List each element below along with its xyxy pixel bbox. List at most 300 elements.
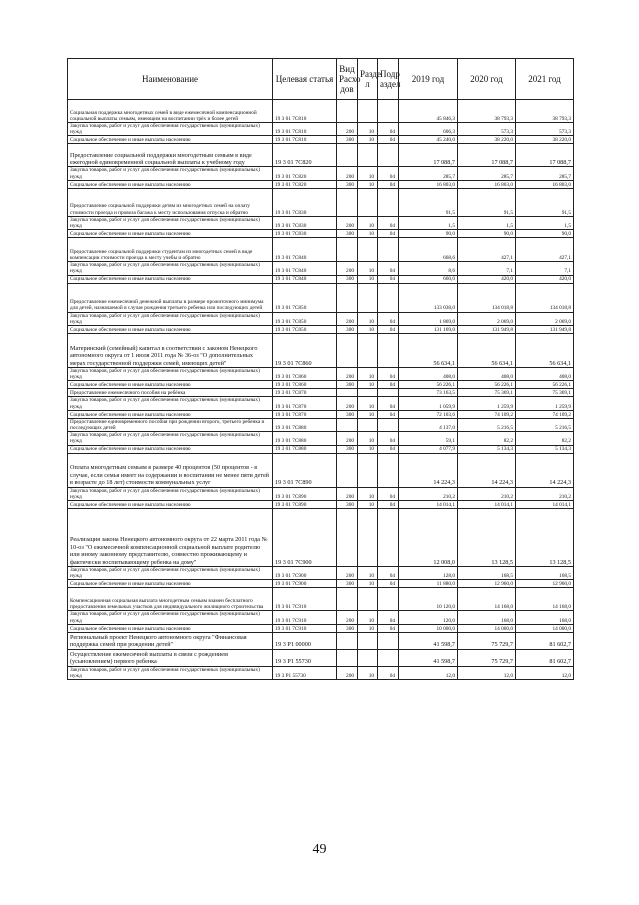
row-section-cell: 10 <box>358 312 378 325</box>
row-section-cell <box>358 453 378 487</box>
row-article-cell: 19 3 01 7С840 <box>273 262 337 275</box>
row-2019-cell: 1 869,0 <box>399 312 458 325</box>
budget-table-sheet <box>67 58 573 680</box>
table-row <box>68 262 574 275</box>
row-subsection-cell <box>378 632 399 649</box>
row-2019-cell: 668,6 <box>399 238 458 262</box>
row-name-cell: Предоставление социальной поддержки студентам из многодетных семей в виде компенсации стоимости проезда к месту учебы и обратно <box>68 238 273 262</box>
row-2019-cell: 56 226,1 <box>399 381 458 389</box>
row-subsection-cell: 04 <box>378 275 399 283</box>
table-row <box>68 216 574 229</box>
row-2021-cell: 81 602,7 <box>516 632 574 649</box>
row-2021-cell: 1,5 <box>516 216 574 229</box>
table-row <box>68 487 574 500</box>
header-2019: 2019 год <box>399 59 458 100</box>
row-2020-cell: 90,0 <box>458 230 516 238</box>
row-2021-cell: 38 793,3 <box>516 100 574 123</box>
row-expense-type-cell <box>337 588 358 611</box>
row-subsection-cell: 04 <box>378 611 399 624</box>
table-row <box>68 389 574 397</box>
row-subsection-cell: 04 <box>378 381 399 389</box>
row-article-cell: 19 3 01 7С850 <box>273 283 337 312</box>
row-section-cell: 10 <box>358 123 378 136</box>
row-2020-cell: 38 220,0 <box>458 136 516 144</box>
header-2020: 2020 год <box>458 59 516 100</box>
row-name-cell: Реализация закона Ненецкого автономного округа от 22 марта 2011 года № 10-оз "О ежемесячной компенсационной социальной выплате родителю или иному законному представителю, совместно проживающему и фактически воспитывающему ребенка на дому" <box>68 509 273 567</box>
row-2021-cell: 81 602,7 <box>516 649 574 666</box>
row-name-cell: Закупка товаров, работ и услуг для обеспечения государственных (муниципальных) нужд <box>68 487 273 500</box>
row-subsection-cell: 04 <box>378 410 399 418</box>
row-subsection-cell <box>378 100 399 123</box>
row-section-cell: 10 <box>358 262 378 275</box>
row-article-cell: 19 3 01 7С830 <box>273 216 337 229</box>
row-2021-cell: 134 018,8 <box>516 283 574 312</box>
row-2019-cell: 41 598,7 <box>399 632 458 649</box>
row-2021-cell: 16 803,0 <box>516 180 574 188</box>
row-2020-cell: 56 634,1 <box>458 334 516 368</box>
budget-table <box>67 58 574 680</box>
header-article: Целевая статья <box>273 59 337 100</box>
row-2021-cell: 12,0 <box>516 666 574 679</box>
row-2019-cell: 285,7 <box>399 167 458 180</box>
row-subsection-cell <box>378 283 399 312</box>
row-2019-cell: 10 000,0 <box>399 624 458 632</box>
row-expense-type-cell: 300 <box>337 445 358 453</box>
row-expense-type-cell: 200 <box>337 312 358 325</box>
row-expense-type-cell: 300 <box>337 410 358 418</box>
row-expense-type-cell: 300 <box>337 624 358 632</box>
row-2019-cell: 120,0 <box>399 611 458 624</box>
row-2021-cell: 1 259,9 <box>516 397 574 410</box>
row-subsection-cell: 04 <box>378 180 399 188</box>
row-subsection-cell <box>378 418 399 431</box>
row-expense-type-cell: 300 <box>337 501 358 509</box>
row-2019-cell: 56 634,1 <box>399 334 458 368</box>
row-2019-cell: 90,0 <box>399 230 458 238</box>
row-2020-cell: 2 069,0 <box>458 312 516 325</box>
row-2021-cell: 210,2 <box>516 487 574 500</box>
row-2020-cell: 38 793,3 <box>458 100 516 123</box>
table-row <box>68 188 574 216</box>
row-subsection-cell: 04 <box>378 230 399 238</box>
row-2019-cell: 131 169,0 <box>399 326 458 334</box>
row-2020-cell: 573,3 <box>458 123 516 136</box>
table-row <box>68 445 574 453</box>
table-row <box>68 666 574 679</box>
row-2021-cell: 56 226,1 <box>516 381 574 389</box>
table-row <box>68 580 574 588</box>
row-subsection-cell: 04 <box>378 580 399 588</box>
row-article-cell: 19 3 01 7С880 <box>273 418 337 431</box>
header-name: Наименование <box>68 59 273 100</box>
row-subsection-cell <box>378 238 399 262</box>
row-2020-cell: 168,5 <box>458 567 516 580</box>
row-2020-cell: 14 014,1 <box>458 501 516 509</box>
row-section-cell: 10 <box>358 180 378 188</box>
row-2020-cell: 420,0 <box>458 275 516 283</box>
row-2020-cell: 427,1 <box>458 238 516 262</box>
row-section-cell: 10 <box>358 624 378 632</box>
row-name-cell: Предоставление ежемесячного пособия на ребёнка <box>68 389 273 397</box>
row-section-cell: 10 <box>358 487 378 500</box>
table-row <box>68 381 574 389</box>
row-name-cell: Осуществление ежемесячной выплаты в связи с рождением (усыновлением) первого ребенка <box>68 649 273 666</box>
row-2019-cell: 12,0 <box>399 666 458 679</box>
row-expense-type-cell: 300 <box>337 180 358 188</box>
row-2019-cell: 45 846,3 <box>399 100 458 123</box>
row-expense-type-cell: 300 <box>337 326 358 334</box>
row-expense-type-cell <box>337 238 358 262</box>
table-row <box>68 167 574 180</box>
table-row <box>68 123 574 136</box>
row-2021-cell: 168,5 <box>516 567 574 580</box>
row-subsection-cell: 04 <box>378 123 399 136</box>
table-row <box>68 334 574 368</box>
row-name-cell: Социальное обеспечение и иные выплаты населению <box>68 410 273 418</box>
row-2020-cell: 12 960,0 <box>458 580 516 588</box>
row-article-cell: 19 3 01 7С860 <box>273 368 337 381</box>
row-subsection-cell: 04 <box>378 567 399 580</box>
row-section-cell <box>358 144 378 167</box>
row-subsection-cell: 04 <box>378 624 399 632</box>
row-expense-type-cell: 200 <box>337 368 358 381</box>
row-2021-cell: 427,1 <box>516 238 574 262</box>
row-article-cell: 19 3 01 7С900 <box>273 567 337 580</box>
row-section-cell <box>358 389 378 397</box>
row-2021-cell: 91,5 <box>516 188 574 216</box>
row-expense-type-cell: 200 <box>337 666 358 679</box>
row-subsection-cell: 04 <box>378 501 399 509</box>
row-article-cell: 19 3 P1 55730 <box>273 666 337 679</box>
row-article-cell: 19 3 01 7С890 <box>273 501 337 509</box>
row-2021-cell: 12 960,0 <box>516 580 574 588</box>
row-expense-type-cell <box>337 144 358 167</box>
row-article-cell: 19 3 01 7С850 <box>273 326 337 334</box>
row-section-cell: 10 <box>358 230 378 238</box>
row-article-cell: 19 3 01 7С830 <box>273 188 337 216</box>
table-row <box>68 326 574 334</box>
row-article-cell: 19 3 01 7С890 <box>273 487 337 500</box>
table-row <box>68 230 574 238</box>
row-2021-cell: 90,0 <box>516 230 574 238</box>
row-2019-cell: 16 803,0 <box>399 180 458 188</box>
row-expense-type-cell <box>337 334 358 368</box>
row-section-cell <box>358 588 378 611</box>
row-2019-cell: 1 059,9 <box>399 397 458 410</box>
row-article-cell: 19 3 01 7С900 <box>273 580 337 588</box>
row-2021-cell: 14 000,0 <box>516 624 574 632</box>
row-expense-type-cell <box>337 283 358 312</box>
row-section-cell <box>358 649 378 666</box>
row-subsection-cell <box>378 588 399 611</box>
row-expense-type-cell <box>337 632 358 649</box>
row-expense-type-cell: 200 <box>337 216 358 229</box>
row-expense-type-cell <box>337 649 358 666</box>
table-row <box>68 453 574 487</box>
row-2020-cell: 1,5 <box>458 216 516 229</box>
row-expense-type-cell: 200 <box>337 123 358 136</box>
row-article-cell: 19 3 01 7С830 <box>273 230 337 238</box>
table-row <box>68 632 574 649</box>
row-name-cell: Закупка товаров, работ и услуг для обеспечения государственных (муниципальных) нужд <box>68 611 273 624</box>
row-article-cell: 19 3 01 7С910 <box>273 611 337 624</box>
row-section-cell: 10 <box>358 381 378 389</box>
row-article-cell: 19 3 01 7С840 <box>273 275 337 283</box>
row-expense-type-cell <box>337 389 358 397</box>
row-name-cell: Предоставление социальной поддержки многодетным семьям в виде ежегодной единовременной социальной выплаты к учебному году <box>68 144 273 167</box>
table-body <box>68 100 574 680</box>
table-row <box>68 180 574 188</box>
row-2021-cell: 285,7 <box>516 167 574 180</box>
row-section-cell <box>358 188 378 216</box>
row-subsection-cell: 04 <box>378 368 399 381</box>
row-2021-cell: 56 634,1 <box>516 334 574 368</box>
table-row <box>68 649 574 666</box>
row-2020-cell: 5 134,3 <box>458 445 516 453</box>
row-2021-cell: 14 168,0 <box>516 588 574 611</box>
row-expense-type-cell <box>337 509 358 567</box>
row-expense-type-cell: 300 <box>337 580 358 588</box>
row-subsection-cell <box>378 509 399 567</box>
row-section-cell: 10 <box>358 216 378 229</box>
row-2020-cell: 75 729,7 <box>458 649 516 666</box>
row-section-cell <box>358 283 378 312</box>
row-article-cell: 19 3 01 7С870 <box>273 389 337 397</box>
row-2021-cell: 74 109,2 <box>516 410 574 418</box>
row-2019-cell: 1,5 <box>399 216 458 229</box>
row-article-cell: 19 3 01 7С910 <box>273 588 337 611</box>
row-expense-type-cell: 200 <box>337 397 358 410</box>
row-name-cell: Социальное обеспечение и иные выплаты населению <box>68 326 273 334</box>
row-subsection-cell: 04 <box>378 666 399 679</box>
row-name-cell: Предоставление единовременного пособия при рождении второго, третьего ребенка и последующих детей <box>68 418 273 431</box>
row-name-cell: Закупка товаров, работ и услуг для обеспечения государственных (муниципальных) нужд <box>68 397 273 410</box>
row-article-cell: 19 3 01 7С860 <box>273 334 337 368</box>
row-2020-cell: 16 803,0 <box>458 180 516 188</box>
table-header-row <box>68 59 574 100</box>
row-expense-type-cell: 300 <box>337 381 358 389</box>
row-article-cell: 19 3 01 7С860 <box>273 381 337 389</box>
row-2019-cell: 45 240,0 <box>399 136 458 144</box>
row-name-cell: Закупка товаров, работ и услуг для обеспечения государственных (муниципальных) нужд <box>68 368 273 381</box>
row-2021-cell: 14 014,1 <box>516 501 574 509</box>
table-row <box>68 312 574 325</box>
row-2020-cell: 56 226,1 <box>458 381 516 389</box>
row-article-cell: 19 3 01 7С880 <box>273 445 337 453</box>
row-2021-cell: 131 949,8 <box>516 326 574 334</box>
row-2019-cell: 4 077,9 <box>399 445 458 453</box>
row-2019-cell: 606,3 <box>399 123 458 136</box>
row-2020-cell: 75 729,7 <box>458 632 516 649</box>
table-row <box>68 238 574 262</box>
row-2019-cell: 11 880,0 <box>399 580 458 588</box>
row-2019-cell: 408,0 <box>399 368 458 381</box>
row-name-cell: Социальная поддержка многодетных семей в виде ежемесячной компенсационной социальной выплаты семьям, имеющим на воспитании трёх и более детей <box>68 100 273 123</box>
header-expense-type: Вид Расхо дов <box>337 59 358 100</box>
row-name-cell: Предоставление ежемесячной денежной выплаты в размере прожиточного минимума для детей, назначаемой в случае рождения третьего ребенка или последующих детей <box>68 283 273 312</box>
row-name-cell: Закупка товаров, работ и услуг для обеспечения государственных (муниципальных) нужд <box>68 123 273 136</box>
row-2020-cell: 14 000,0 <box>458 624 516 632</box>
row-expense-type-cell <box>337 453 358 487</box>
header-section: Разде л <box>358 59 378 100</box>
table-row <box>68 410 574 418</box>
row-name-cell: Социальное обеспечение и иные выплаты населению <box>68 445 273 453</box>
row-subsection-cell: 04 <box>378 487 399 500</box>
row-expense-type-cell <box>337 418 358 431</box>
row-2021-cell: 420,0 <box>516 275 574 283</box>
row-subsection-cell: 04 <box>378 262 399 275</box>
row-expense-type-cell <box>337 188 358 216</box>
row-2019-cell: 17 088,7 <box>399 144 458 167</box>
row-name-cell: Социальное обеспечение и иные выплаты населению <box>68 275 273 283</box>
row-section-cell: 10 <box>358 275 378 283</box>
row-2020-cell: 14 168,0 <box>458 588 516 611</box>
row-section-cell: 10 <box>358 432 378 445</box>
row-2021-cell: 7,1 <box>516 262 574 275</box>
row-section-cell <box>358 418 378 431</box>
row-subsection-cell <box>378 144 399 167</box>
row-name-cell: Закупка товаров, работ и услуг для обеспечения государственных (муниципальных) нужд <box>68 262 273 275</box>
row-article-cell: 19 3 01 7С890 <box>273 453 337 487</box>
table-row <box>68 509 574 567</box>
row-2021-cell: 82,2 <box>516 432 574 445</box>
row-2019-cell: 14 224,3 <box>399 453 458 487</box>
row-expense-type-cell: 200 <box>337 611 358 624</box>
table-row <box>68 501 574 509</box>
row-article-cell: 19 3 P1 55730 <box>273 649 337 666</box>
row-name-cell: Социальное обеспечение и иные выплаты населению <box>68 180 273 188</box>
row-article-cell: 19 3 P1 00000 <box>273 632 337 649</box>
row-2020-cell: 74 109,2 <box>458 410 516 418</box>
row-expense-type-cell <box>337 100 358 123</box>
row-2020-cell: 14 224,3 <box>458 453 516 487</box>
row-name-cell: Социальное обеспечение и иные выплаты населению <box>68 136 273 144</box>
row-2019-cell: 73 163,5 <box>399 389 458 397</box>
row-2019-cell: 128,0 <box>399 567 458 580</box>
row-name-cell: Социальное обеспечение и иные выплаты населению <box>68 501 273 509</box>
row-section-cell: 10 <box>358 326 378 334</box>
row-article-cell: 19 3 01 7С870 <box>273 397 337 410</box>
row-name-cell: Социальное обеспечение и иные выплаты населению <box>68 230 273 238</box>
row-section-cell: 10 <box>358 410 378 418</box>
table-row <box>68 432 574 445</box>
row-2019-cell: 210,2 <box>399 487 458 500</box>
row-section-cell <box>358 100 378 123</box>
table-row <box>68 588 574 611</box>
row-subsection-cell: 04 <box>378 136 399 144</box>
row-expense-type-cell: 200 <box>337 262 358 275</box>
table-row <box>68 624 574 632</box>
row-name-cell: Социальное обеспечение и иные выплаты населению <box>68 624 273 632</box>
row-subsection-cell: 04 <box>378 312 399 325</box>
row-2019-cell: 14 014,1 <box>399 501 458 509</box>
row-section-cell <box>358 509 378 567</box>
row-2020-cell: 13 128,5 <box>458 509 516 567</box>
row-section-cell: 10 <box>358 167 378 180</box>
row-name-cell: Закупка товаров, работ и услуг для обеспечения государственных (муниципальных) нужд <box>68 666 273 679</box>
row-2020-cell: 5 216,5 <box>458 418 516 431</box>
row-article-cell: 19 3 01 7С900 <box>273 509 337 567</box>
row-article-cell: 19 3 01 7С820 <box>273 144 337 167</box>
row-article-cell: 19 3 01 7С810 <box>273 100 337 123</box>
row-article-cell: 19 3 01 7С810 <box>273 136 337 144</box>
row-2019-cell: 10 120,0 <box>399 588 458 611</box>
row-name-cell: Социальное обеспечение и иные выплаты населению <box>68 580 273 588</box>
row-article-cell: 19 3 01 7С840 <box>273 238 337 262</box>
row-section-cell: 10 <box>358 136 378 144</box>
row-subsection-cell <box>378 389 399 397</box>
row-subsection-cell <box>378 188 399 216</box>
row-2020-cell: 1 259,9 <box>458 397 516 410</box>
row-section-cell: 10 <box>358 368 378 381</box>
row-2021-cell: 75 369,1 <box>516 389 574 397</box>
row-subsection-cell: 04 <box>378 445 399 453</box>
table-row <box>68 567 574 580</box>
row-article-cell: 19 3 01 7С870 <box>273 410 337 418</box>
row-2019-cell: 12 008,0 <box>399 509 458 567</box>
row-article-cell: 19 3 01 7С910 <box>273 624 337 632</box>
row-expense-type-cell: 200 <box>337 567 358 580</box>
header-2021: 2021 год <box>516 59 574 100</box>
row-article-cell: 19 3 01 7С820 <box>273 167 337 180</box>
row-section-cell: 10 <box>358 567 378 580</box>
row-2020-cell: 131 949,8 <box>458 326 516 334</box>
page-number: 49 <box>312 842 327 857</box>
row-expense-type-cell: 300 <box>337 136 358 144</box>
table-row <box>68 275 574 283</box>
row-2020-cell: 82,2 <box>458 432 516 445</box>
table-row <box>68 397 574 410</box>
table-row <box>68 100 574 123</box>
row-2019-cell: 72 103,6 <box>399 410 458 418</box>
row-expense-type-cell: 200 <box>337 167 358 180</box>
row-2019-cell: 91,5 <box>399 188 458 216</box>
row-section-cell: 10 <box>358 666 378 679</box>
table-row <box>68 418 574 431</box>
row-name-cell: Закупка товаров, работ и услуг для обеспечения государственных (муниципальных) нужд <box>68 216 273 229</box>
row-2020-cell: 7,1 <box>458 262 516 275</box>
row-subsection-cell: 04 <box>378 397 399 410</box>
table-row <box>68 136 574 144</box>
row-expense-type-cell: 200 <box>337 432 358 445</box>
row-section-cell <box>358 238 378 262</box>
row-2020-cell: 91,5 <box>458 188 516 216</box>
row-section-cell: 10 <box>358 611 378 624</box>
row-article-cell: 19 3 01 7С850 <box>273 312 337 325</box>
row-expense-type-cell: 200 <box>337 487 358 500</box>
table-row <box>68 368 574 381</box>
row-2019-cell: 8,6 <box>399 262 458 275</box>
row-article-cell: 19 3 01 7С820 <box>273 180 337 188</box>
row-name-cell: Социальное обеспечение и иные выплаты населению <box>68 381 273 389</box>
row-section-cell: 10 <box>358 501 378 509</box>
table-row <box>68 283 574 312</box>
row-section-cell: 10 <box>358 397 378 410</box>
row-name-cell: Предоставление социальной поддержки детям из многодетных семей на оплату стоимости проезда и провоза багажа к месту использования отпуска и обратно <box>68 188 273 216</box>
row-section-cell: 10 <box>358 580 378 588</box>
row-2019-cell: 660,0 <box>399 275 458 283</box>
row-name-cell: Компенсационная социальная выплата многодетным семьям взамен бесплатного предоставления земельных участков для индивидуального жилищного строительства <box>68 588 273 611</box>
row-2020-cell: 168,0 <box>458 611 516 624</box>
row-name-cell: Региональный проект Ненецкого автономного округа "Финансовая поддержка семей при рождении детей" <box>68 632 273 649</box>
row-2020-cell: 17 088,7 <box>458 144 516 167</box>
row-2021-cell: 408,0 <box>516 368 574 381</box>
row-name-cell: Закупка товаров, работ и услуг для обеспечения государственных (муниципальных) нужд <box>68 567 273 580</box>
row-2021-cell: 573,3 <box>516 123 574 136</box>
row-2019-cell: 4 137,0 <box>399 418 458 431</box>
row-subsection-cell <box>378 453 399 487</box>
row-2019-cell: 41 598,7 <box>399 649 458 666</box>
